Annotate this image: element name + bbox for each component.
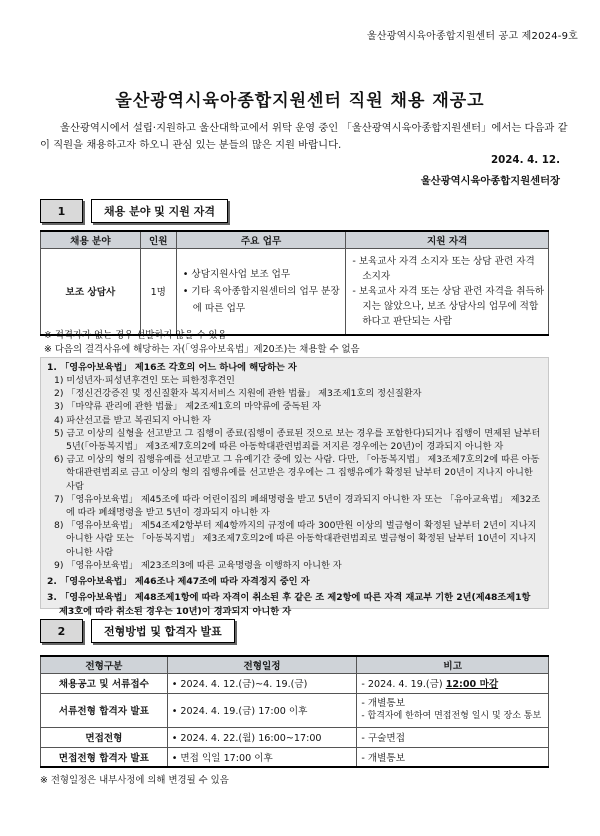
col-header-remarks: 비고 [357, 656, 549, 673]
schedule-footnote: ※ 전형일정은 내부사정에 의해 변경될 수 있음 [40, 775, 229, 786]
disq-item: 1) 미성년자·피성년후견인 또는 피한정후견인 [54, 375, 235, 386]
disq-item: 6) 금고 이상의 형의 집행유예를 선고받고 그 유예기간 중에 있는 사람. 다만, 「아동복지법」 제3조제7호의2에 따른 아동학대관련범죄로 금고 이상의 형의 집행유예를 선고받은 경우에는 그 집행유예가 확정된 날부터 20년이 지나지 아니한 사람 [54, 454, 540, 492]
qualification-item: - 보육교사 자격 또는 상담 관련 자격을 취득하지는 않았으나, 보조 상담사의 업무에 적합하다고 판단되는 사람 [352, 285, 544, 327]
col-header-qualifications: 지원 자격 [346, 231, 549, 248]
disq-item: 9) 「영유아보육법」 제23조의3에 따른 교육명령을 이행하지 아니한 자 [54, 559, 342, 571]
disq-item: 2) 「정신건강증진 및 정신질환자 복지서비스 지원에 관한 법률」 제3조제1호의 정신질환자 [54, 388, 422, 400]
schedule-cell: • 2024. 4. 12.(금)~4. 19.(금) [167, 673, 357, 693]
table-row [41, 727, 549, 747]
schedule-table [40, 655, 549, 768]
note-disqualification: ※ 다음의 결격사유에 해당하는 자(「영유아보육법」제20조)는 채용할 수 없음 [44, 344, 360, 355]
table-row [41, 248, 549, 335]
remarks-cell: - 구술면접 [357, 727, 549, 747]
duty-item: • 상담지원사업 보조 업무 [182, 268, 291, 280]
section1-header [40, 199, 228, 223]
remarks-cell [357, 673, 549, 693]
section2-title: 전형방법 및 합격자 발표 [91, 619, 235, 643]
remarks-text: - 2024. 4. 19.(금) [361, 679, 446, 690]
deadline-time: 12:00 마감 [445, 679, 499, 690]
schedule-cell: • 면접 익일 17:00 이후 [167, 747, 357, 767]
table-header-row [41, 231, 549, 248]
notice-date: 2024. 4. 12. [490, 154, 560, 166]
qualification-item: - 보육교사 자격 소지자 또는 상담 관련 자격 소지자 [352, 255, 535, 282]
stage-cell: 서류전형 합격자 발표 [41, 693, 168, 727]
disq-item: 3) 「마약류 관리에 관한 법률」 제2조제1호의 마약류에 중독된 자 [54, 401, 321, 413]
page-title: 울산광역시육아종합지원센터 직원 채용 재공고 [115, 91, 485, 111]
table-header-row [41, 656, 549, 673]
section2-number: 2 [40, 619, 83, 643]
disq-heading-3: 3. 「영유아보육법」 제48조제1항에 따라 자격이 취소된 후 같은 조 제2항에 따른 자격 재교부 기한 2년(제48조제1항 제3호에 따라 취소된 경우는 10년)이 경과되지 아니한 자 [47, 592, 531, 618]
col-header-field: 채용 분야 [41, 231, 141, 248]
schedule-cell: • 2024. 4. 19.(금) 17:00 이후 [167, 693, 357, 727]
section1-title: 채용 분야 및 지원 자격 [91, 199, 228, 223]
note-selection: ※ 적격자가 없는 경우 선발하지 않을 수 있음 [44, 330, 227, 341]
intro-paragraph: 울산광역시에서 설립·지원하고 울산대학교에서 위탁 운영 중인 「울산광역시육아종합지원센터」에서는 다음과 같이 직원을 채용하고자 하오니 관심 있는 분들의 많은 지원 바랍니다. [40, 122, 568, 151]
duty-item: • 기타 육아종합지원센터의 업무 분장에 따른 업무 [182, 285, 340, 314]
qualifications-cell [346, 248, 549, 335]
notice-number: 울산광역시육아종합지원센터 공고 제2024-9호 [367, 31, 578, 42]
stage-cell: 채용공고 및 서류접수 [41, 673, 168, 693]
recruitment-table [40, 230, 549, 336]
schedule-cell: • 2024. 4. 22.(월) 16:00~17:00 [167, 727, 357, 747]
disq-heading-2: 2. 「영유아보육법」 제46조나 제47조에 따라 자격정지 중인 자 [47, 576, 310, 588]
section1-number: 1 [40, 199, 83, 223]
col-header-schedule: 전형일정 [167, 656, 357, 673]
col-header-duties: 주요 업무 [176, 231, 346, 248]
disq-item: 4) 파산선고를 받고 복권되지 아니한 자 [54, 414, 212, 426]
remarks-line: - 합격자에 한하여 면접전형 일시 및 장소 통보 [361, 711, 542, 721]
disqualification-box [40, 357, 549, 618]
section2-header [40, 619, 235, 643]
disq-item: 7) 「영유아보육법」 제45조에 따라 어린이집의 폐쇄명령을 받고 5년이 경과되지 아니한 자 또는 「유아교육법」 제32조에 따라 폐쇄명령을 받고 5년이 경과되지 아니한 자 [54, 493, 541, 519]
disq-heading-1: 1. 「영유아보육법」 제16조 각호의 어느 하나에 해당하는 자 [47, 362, 297, 373]
table-row [41, 747, 549, 767]
remarks-cell [357, 693, 549, 727]
issuer-name: 울산광역시육아종합지원센터장 [420, 175, 560, 187]
field-cell: 보조 상담사 [41, 248, 141, 335]
col-header-count: 인원 [140, 231, 176, 248]
count-cell: 1명 [140, 248, 176, 335]
table-row [41, 673, 549, 693]
remarks-line: - 개별통보 [361, 698, 405, 709]
col-header-stage: 전형구분 [41, 656, 168, 673]
remarks-cell: - 개별통보 [357, 747, 549, 767]
table-row [41, 693, 549, 727]
disq-item: 5) 금고 이상의 실형을 선고받고 그 집행이 종료(집행이 종료된 것으로 보는 경우를 포함한다)되거나 집행이 면제된 날부터 5년(「아동복지법」 제3조제7호의2에 따른 아동학대관련범죄를 저지른 경우에는 20년)이 경과되지 아니한 자 [54, 427, 541, 453]
stage-cell: 면접전형 합격자 발표 [41, 747, 168, 767]
stage-cell: 면접전형 [41, 727, 168, 747]
disq-item: 8) 「영유아보육법」 제54조제2항부터 제4항까지의 규정에 따라 300만원 이상의 벌금형이 확정된 날부터 2년이 지나지 아니한 사람 또는 「아동복지법」 제3조제7호의2에 따른 아동학대관련범죄로 벌금형이 확정된 날부터 10년이 지나지 아니한 사람 [54, 520, 537, 558]
duties-cell [176, 248, 346, 335]
